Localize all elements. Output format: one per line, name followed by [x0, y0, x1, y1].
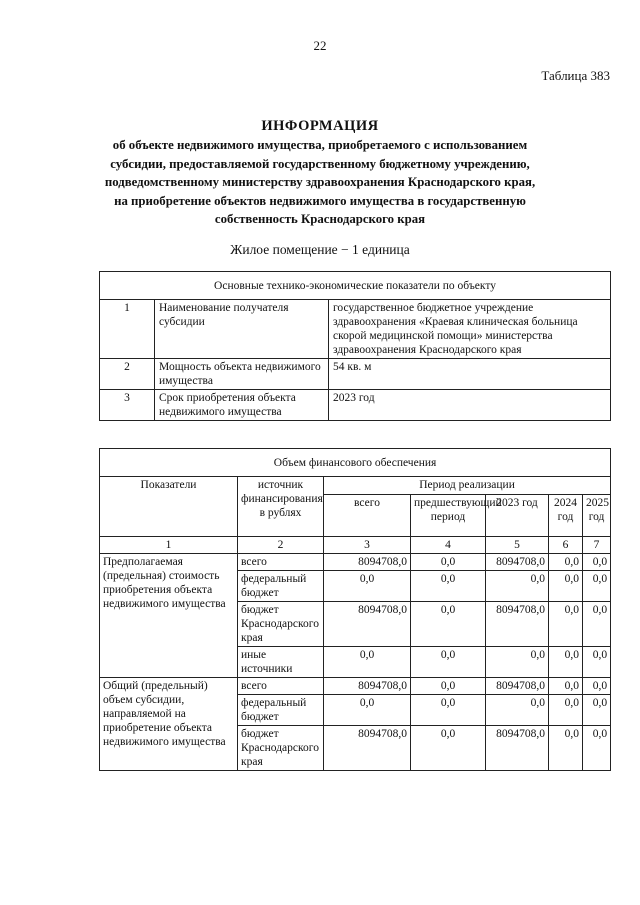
period-col-total: всего: [324, 495, 411, 537]
value-cell: 0,0: [486, 647, 549, 678]
col-number: 5: [486, 537, 549, 554]
row-value: 2023 год: [329, 390, 611, 421]
period-col-previous: предшествующий период: [411, 495, 486, 537]
col-number: 6: [549, 537, 583, 554]
col-number: 2: [238, 537, 324, 554]
value-cell: 0,0: [324, 571, 411, 602]
value-cell: 8094708,0: [324, 726, 411, 771]
value-cell: 0,0: [583, 678, 611, 695]
value-cell: 0,0: [549, 602, 583, 647]
period-col-2025: 2025 год: [583, 495, 611, 537]
value-cell: 8094708,0: [324, 602, 411, 647]
source-label: бюджет Краснодарского края: [238, 602, 324, 647]
source-label: иные источники: [238, 647, 324, 678]
table-label: Таблица 383: [541, 68, 610, 83]
row-number: 3: [100, 390, 155, 421]
row-value: 54 кв. м: [329, 359, 611, 390]
col-indicators: Показатели: [100, 477, 238, 537]
value-cell: 0,0: [549, 678, 583, 695]
document-title: ИНФОРМАЦИЯ: [261, 118, 379, 134]
row-label: Срок приобретения объекта недвижимого имущества: [155, 390, 329, 421]
value-cell: 8094708,0: [486, 554, 549, 571]
value-cell: 0,0: [549, 554, 583, 571]
value-cell: 0,0: [583, 726, 611, 771]
source-label: бюджет Краснодарского края: [238, 726, 324, 771]
subtitle-line: субсидии, предоставляемой государственному бюджетному учреждению,: [110, 156, 530, 171]
col-number: 7: [583, 537, 611, 554]
value-cell: 0,0: [583, 554, 611, 571]
subtitle-line: на приобретение объектов недвижимого имущества в государственную: [114, 193, 526, 208]
object-line: Жилое помещение − 1 единица: [230, 242, 410, 257]
subtitle-line: подведомственному министерству здравоохранения Краснодарского края,: [104, 175, 536, 189]
col-number: 4: [411, 537, 486, 554]
value-cell: 0,0: [486, 695, 549, 726]
value-cell: 0,0: [486, 571, 549, 602]
value-cell: 0,0: [411, 571, 486, 602]
row-label: Мощность объекта недвижимого имущества: [155, 359, 329, 390]
group-label: Общий (предельный) объем субсидии, направляемой на приобретение объекта недвижимого имущества: [100, 678, 238, 771]
document-subtitle: [80, 136, 560, 229]
value-cell: 0,0: [411, 726, 486, 771]
page-number: 22: [313, 38, 327, 53]
basic-section-heading: Основные технико-экономические показатели по объекту: [100, 272, 611, 300]
subtitle-line: собственность Краснодарского края: [214, 212, 426, 226]
value-cell: 0,0: [411, 678, 486, 695]
col-period: Период реализации: [324, 477, 611, 495]
finance-heading: Объем финансового обеспечения: [100, 449, 611, 477]
col-number: 3: [324, 537, 411, 554]
value-cell: 0,0: [549, 647, 583, 678]
value-cell: 0,0: [583, 602, 611, 647]
col-number: 1: [100, 537, 238, 554]
value-cell: 0,0: [324, 647, 411, 678]
subtitle-line: об объекте недвижимого имущества, приобретаемого с использованием: [112, 138, 528, 152]
value-cell: 0,0: [411, 554, 486, 571]
value-cell: 0,0: [549, 571, 583, 602]
col-source: источник финансирования в рублях: [238, 477, 324, 537]
value-cell: 0,0: [324, 695, 411, 726]
value-cell: 8094708,0: [486, 602, 549, 647]
value-cell: 8094708,0: [324, 554, 411, 571]
row-label: Наименование получателя субсидии: [155, 300, 329, 359]
period-col-2023: 2023 год: [486, 495, 549, 537]
finance-table: [99, 448, 611, 771]
row-number: 2: [100, 359, 155, 390]
value-cell: 0,0: [583, 695, 611, 726]
row-value: государственное бюджетное учреждение здравоохранения «Краевая клиническая больница скорой медицинской помощи» министерства здравоохранения Краснодарского края: [329, 300, 611, 359]
row-number: 1: [100, 300, 155, 359]
source-label: всего: [238, 554, 324, 571]
value-cell: 0,0: [549, 726, 583, 771]
source-label: федеральный бюджет: [238, 695, 324, 726]
value-cell: 0,0: [583, 647, 611, 678]
basic-indicators-table: [99, 271, 611, 421]
value-cell: 0,0: [549, 695, 583, 726]
source-label: всего: [238, 678, 324, 695]
value-cell: 8094708,0: [324, 678, 411, 695]
group-label: Предполагаемая (предельная) стоимость приобретения объекта недвижимого имущества: [100, 554, 238, 678]
value-cell: 8094708,0: [486, 726, 549, 771]
source-label: федеральный бюджет: [238, 571, 324, 602]
period-col-2024: 2024 год: [549, 495, 583, 537]
value-cell: 0,0: [411, 602, 486, 647]
value-cell: 0,0: [411, 695, 486, 726]
value-cell: 0,0: [411, 647, 486, 678]
value-cell: 8094708,0: [486, 678, 549, 695]
value-cell: 0,0: [583, 571, 611, 602]
